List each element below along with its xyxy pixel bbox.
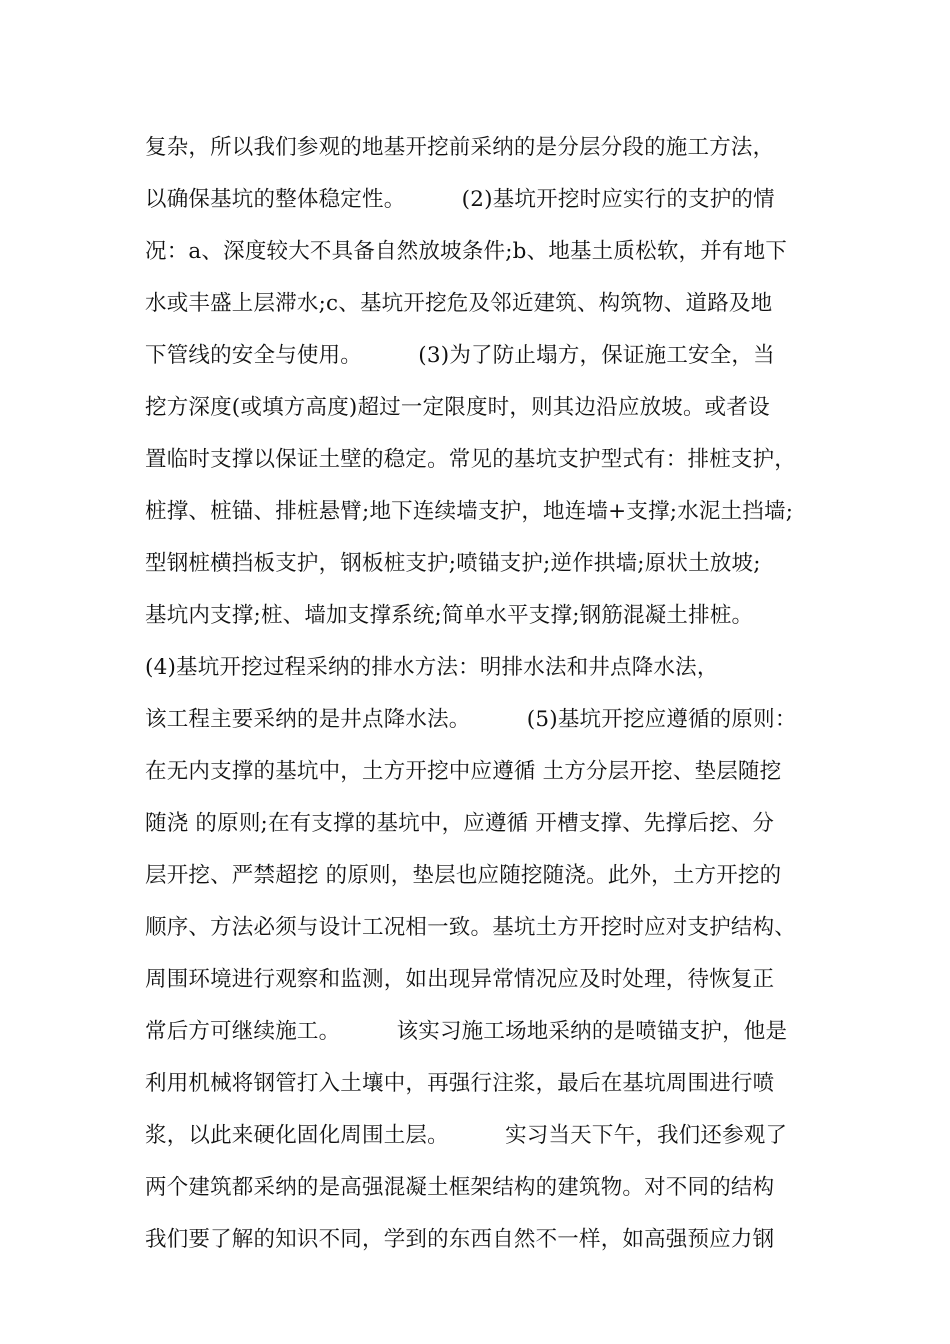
text-line: 在无内支撑的基坑中，土方开挖中应遵循 土方分层开挖、垫层随挖 — [145, 759, 782, 784]
text-line: 以确保基坑的整体稳定性。 (2)基坑开挖时应实行的支护的情 — [145, 187, 775, 212]
text-line: 随浇 的原则;在有支撑的基坑中，应遵循 开槽支撑、先撑后挖、分 — [145, 811, 775, 836]
text-line: 该工程主要采纳的是井点降水法。 (5)基坑开挖应遵循的原则： — [145, 707, 797, 732]
text-line: 常后方可继续施工。 该实习施工场地采纳的是喷锚支护，他是 — [145, 1019, 788, 1044]
text-line: 基坑内支撑;桩、墙加支撑系统;简单水平支撑;钢筋混凝土排桩。 — [145, 603, 754, 628]
text-line: 复杂，所以我们参观的地基开挖前采纳的是分层分段的施工方法， — [145, 135, 775, 160]
text-line: 顺序、方法必须与设计工况相一致。基坑土方开挖时应对支护结构、 — [145, 915, 797, 940]
text-line: (4)基坑开挖过程采纳的排水方法：明排水法和井点降水法， — [145, 655, 719, 680]
text-line: 型钢桩横挡板支护，钢板桩支护;喷锚支护;逆作拱墙;原状土放坡; — [145, 551, 761, 576]
text-line: 水或丰盛上层滞水;c、基坑开挖危及邻近建筑、构筑物、道路及地 — [145, 291, 773, 316]
text-line: 两个建筑都采纳的是高强混凝土框架结构的建筑物。对不同的结构 — [145, 1175, 775, 1200]
text-line: 下管线的安全与使用。 (3)为了防止塌方，保证施工安全，当 — [145, 343, 775, 368]
text-line: 层开挖、严禁超挖 的原则，垫层也应随挖随浇。此外，土方开挖的 — [145, 863, 782, 888]
text-line: 挖方深度(或填方高度)超过一定限度时，则其边沿应放坡。或者设 — [145, 395, 770, 420]
text-line: 况：a、深度较大不具备自然放坡条件;b、地基土质松软，并有地下 — [145, 239, 788, 264]
text-line: 利用机械将钢管打入土壤中，再强行注浆，最后在基坑周围进行喷 — [145, 1071, 775, 1096]
text-line: 桩撑、桩锚、排桩悬臂;地下连续墙支护，地连墙+支撑;水泥土挡墙; — [145, 499, 794, 524]
text-line: 周围环境进行观察和监测，如出现异常情况应及时处理，待恢复正 — [145, 967, 775, 992]
text-line: 置临时支撑以保证土壁的稳定。常见的基坑支护型式有：排桩支护， — [145, 447, 797, 472]
body-text — [145, 128, 835, 1272]
text-line: 浆，以此来硬化固化周围土层。 实习当天下午，我们还参观了 — [145, 1123, 788, 1148]
text-line: 我们要了解的知识不同，学到的东西自然不一样，如高强预应力钢 — [145, 1227, 775, 1252]
